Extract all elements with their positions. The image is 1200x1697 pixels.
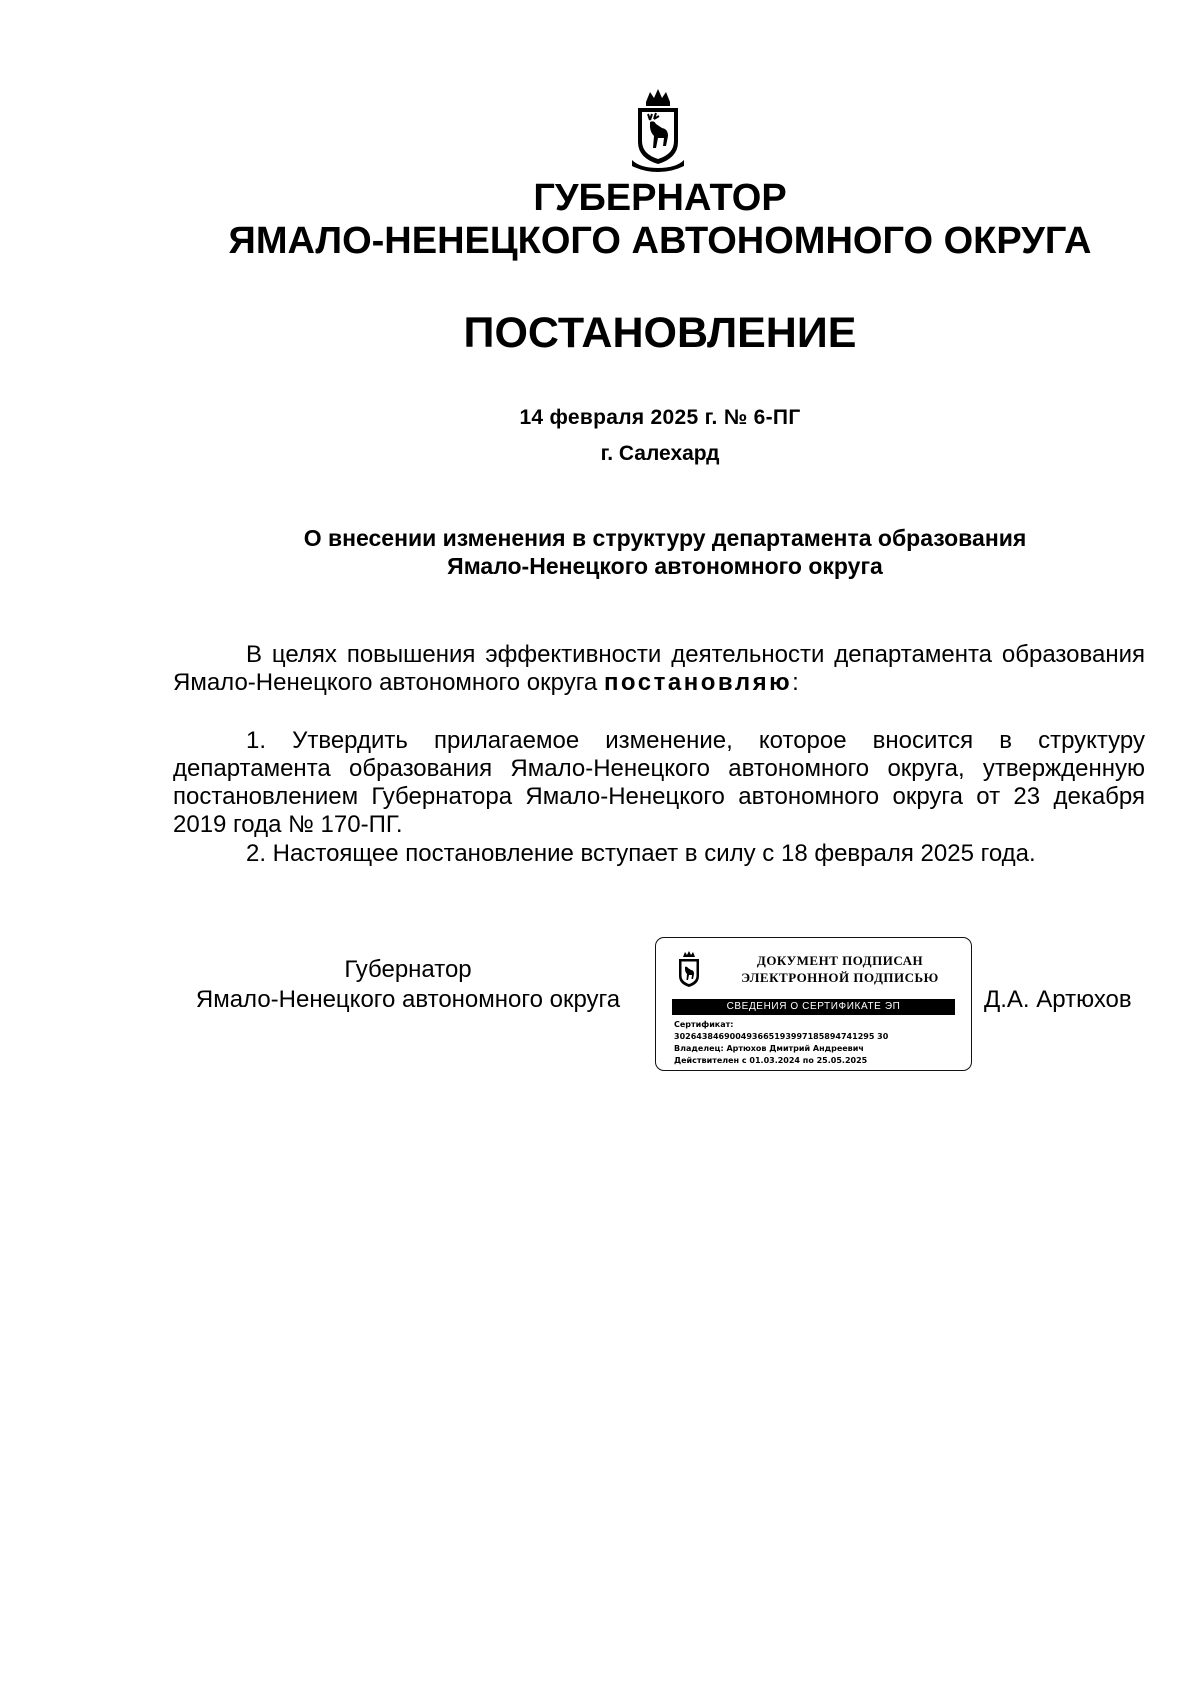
signatory-position — [173, 955, 643, 1015]
date-and-number: 14 февраля 2025 г. № 6-ПГ — [519, 406, 801, 429]
document-type: ПОСТАНОВЛЕНИЕ — [463, 309, 857, 357]
subject-line: Ямало-Ненецкого автономного округа — [447, 553, 883, 579]
position-line: Ямало-Ненецкого автономного округа — [195, 986, 621, 1013]
stamp-heading — [720, 952, 960, 986]
stamp-heading-line: ДОКУМЕНТ ПОДПИСАН — [756, 953, 924, 968]
certificate-info-bar: СВЕДЕНИЯ О СЕРТИФИКАТЕ ЭП — [672, 999, 955, 1015]
certificate-number: 302643846900493665193997185894741295 30 — [674, 1032, 889, 1041]
coat-of-arms-icon — [674, 950, 704, 990]
decree-word: постановляю — [603, 669, 793, 696]
document-subject — [235, 524, 1095, 580]
certificate-details — [674, 1019, 888, 1067]
electronic-signature-stamp — [655, 937, 972, 1071]
stamp-heading-line: ЭЛЕКТРОННОЙ ПОДПИСЬЮ — [741, 970, 939, 985]
intro-paragraph — [173, 641, 1145, 697]
certificate-validity: Действителен с 01.03.2024 по 25.05.2025 — [674, 1056, 868, 1065]
item-1: 1. Утвердить прилагаемое изменение, которое вносится в структуру департамента образования Ямало-Ненецкого автономного округа, утвержденную постановлением Губернатора Ямало-Ненецкого автономного округа от 23 декабря 2019 года № 170-ПГ. — [173, 727, 1145, 838]
city: г. Салехард — [600, 442, 720, 465]
intro-text: В целях повышения эффективности деятельности департамента образования Ямало-Ненецкого автономного округа — [173, 641, 1145, 696]
signatory-name: Д.А. Артюхов — [984, 986, 1132, 1013]
region-title: ЯМАЛО-НЕНЕЦКОГО АВТОНОМНОГО ОКРУГА — [228, 220, 1092, 262]
position-line: Губернатор — [344, 956, 472, 983]
governor-title: ГУБЕРНАТОР — [533, 177, 787, 219]
item-2: 2. Настоящее постановление вступает в силу с 18 февраля 2025 года. — [246, 840, 1036, 867]
certificate-owner: Владелец: Артюхов Дмитрий Андреевич — [674, 1044, 864, 1053]
certificate-label: Сертификат: — [674, 1020, 734, 1029]
coat-of-arms-icon — [628, 86, 688, 172]
intro-end: : — [792, 669, 799, 696]
subject-line: О внесении изменения в структуру департамента образования — [303, 525, 1027, 551]
